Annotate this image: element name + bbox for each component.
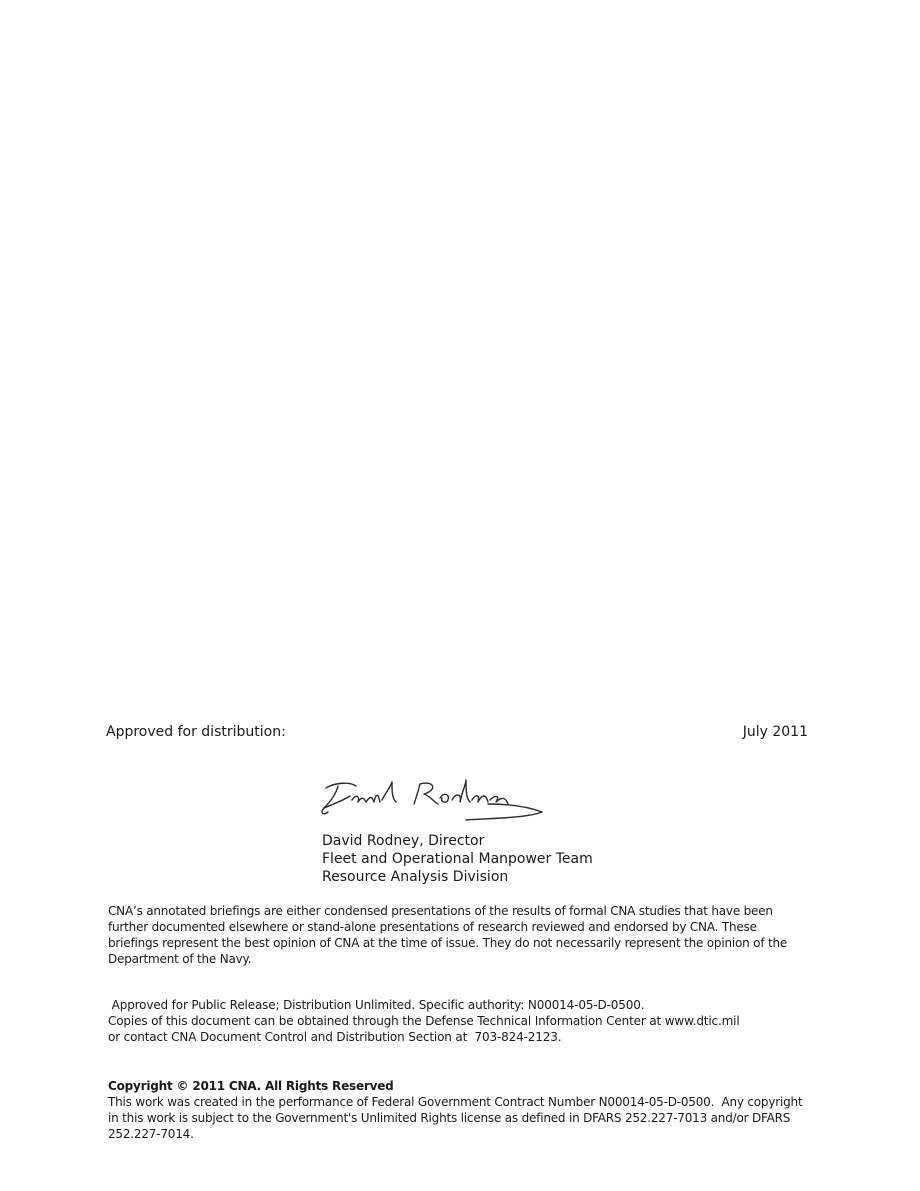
- disclaimer-paragraph: CNA’s annotated briefings are either condensed presentations of the results of formal CNA studies that have been further documented elsewhere or stand-alone presentations of research reviewed and endorsed by CNA. These briefings represent the best opinion of CNA at the time of issue. They do not necessarily represent the opinion of the Department of the Navy.: [108, 904, 788, 966]
- approval-row: [106, 724, 808, 740]
- copyright-body: This work was created in the performance of Federal Government Contract Number N00014-05-D-0500. Any copyright in this work is subject to the Government's Unlimited Rights license as defined in DFARS 252.227-7013 and/or DFARS 252.227-7014.: [108, 1095, 807, 1141]
- release-line-3: or contact CNA Document Control and Distribution Section at 703-824-2123.: [108, 1030, 562, 1044]
- approval-date: July 2011: [742, 724, 808, 740]
- signer-division: Resource Analysis Division: [322, 869, 509, 885]
- signature-image: [316, 774, 550, 826]
- signer-block: [322, 832, 593, 886]
- approval-label: Approved for distribution:: [106, 724, 286, 740]
- copyright-title: Copyright © 2011 CNA. All Rights Reserved: [108, 1079, 394, 1093]
- copyright-notice: [108, 1078, 810, 1142]
- release-line-2: Copies of this document can be obtained through the Defense Technical Information Center at www.dtic.mil: [108, 1014, 740, 1028]
- signer-name: David Rodney, Director: [322, 833, 485, 849]
- release-line-1: Approved for Public Release; Distribution Unlimited. Specific authority: N00014-05-D-0500.: [108, 998, 645, 1012]
- release-statement: [108, 997, 810, 1045]
- signer-team: Fleet and Operational Manpower Team: [322, 851, 593, 867]
